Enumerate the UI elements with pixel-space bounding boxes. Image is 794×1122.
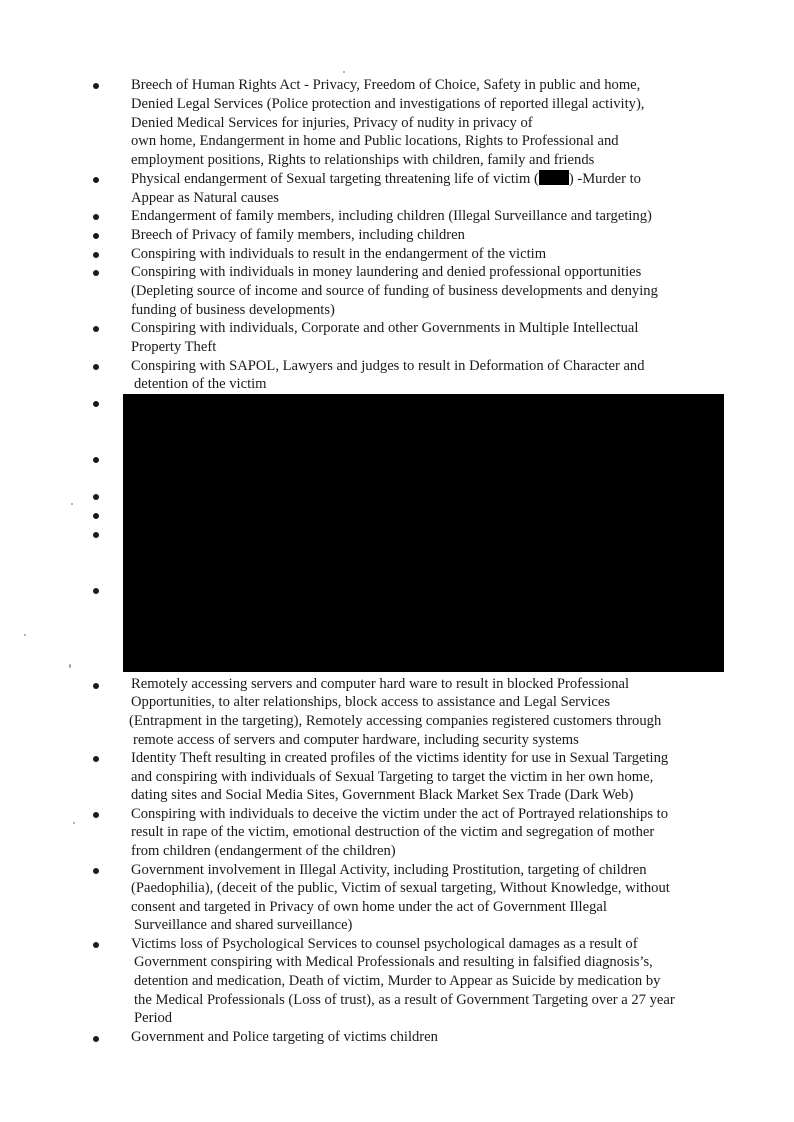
bullet [93,270,99,276]
text-line: (Depleting source of income and source of funding of business developments and denying [131,283,658,299]
text-line: own home, Endangerment in home and Public locations, Rights to Professional and [131,133,619,149]
bullet [93,401,99,407]
bullet [93,513,99,519]
redaction-box [539,170,569,185]
text-line: and conspiring with individuals of Sexual Targeting to target the victim in her own home, [131,769,654,785]
text-line: Denied Medical Services for injuries, Privacy of nudity in privacy of [131,115,533,131]
text-line: dating sites and Social Media Sites, Government Black Market Sex Trade (Dark Web) [131,787,634,803]
text-line: Property Theft [131,339,217,355]
bullet [93,532,99,538]
bullet [93,588,99,594]
scan-speck [24,634,26,636]
text-line: Conspiring with SAPOL, Lawyers and judges to result in Deformation of Character and [131,358,645,374]
text-line: Government conspiring with Medical Professionals and resulting in falsified diagnosis’s, [134,954,653,970]
bullet [93,326,99,332]
text-segment: Physical endangerment of Sexual targeting threatening life of victim ( [131,171,539,187]
bullet [93,252,99,258]
text-line: Period [134,1010,173,1026]
redaction-block [123,394,724,672]
scan-speck [71,503,73,505]
bullet [93,756,99,762]
text-line: Conspiring with individuals, Corporate and other Governments in Multiple Intellectual [131,320,639,336]
scan-speck [69,664,71,668]
text-line: (Entrapment in the targeting), Remotely accessing companies registered customers through [129,713,662,729]
text-line: Conspiring with individuals to result in the endangerment of the victim [131,246,547,262]
text-line: Surveillance and shared surveillance) [134,917,353,933]
bullet [93,868,99,874]
text-line: employment positions, Rights to relationships with children, family and friends [131,152,595,168]
bullet [93,942,99,948]
text-line: Conspiring with individuals to deceive the victim under the act of Portrayed relationships to [131,806,669,822]
bullet [93,494,99,500]
text-segment: ) -Murder to [568,171,641,187]
text-line: Appear as Natural causes [131,190,279,206]
scan-speck [73,822,75,824]
text-line: Denied Legal Services (Police protection and investigations of reported illegal activity), [131,96,645,112]
text-line: (Paedophilia), (deceit of the public, Victim of sexual targeting, Without Knowledge, without [131,880,670,896]
bullet [93,83,99,89]
text-line [131,170,641,189]
text-line: Conspiring with individuals in money laundering and denied professional opportunities [131,264,642,280]
text-line: the Medical Professionals (Loss of trust), as a result of Government Targeting over a 27 year [134,992,675,1008]
text-line: result in rape of the victim, emotional destruction of the victim and segregation of mother [131,824,655,840]
text-line: Government and Police targeting of victims children [131,1029,438,1045]
bullet [93,457,99,463]
bullet [93,1036,99,1042]
text-line: detention of the victim [134,376,267,392]
text-line: Endangerment of family members, including children (Illegal Surveillance and targeting) [131,208,652,224]
bullet [93,233,99,239]
text-line: Identity Theft resulting in created profiles of the victims identity for use in Sexual Targeting [131,750,669,766]
scan-speck [343,71,345,73]
bullet [93,683,99,689]
text-line: consent and targeted in Privacy of own home under the act of Government Illegal [131,899,607,915]
text-line: Remotely accessing servers and computer hard ware to result in blocked Professional [131,676,630,692]
bullet [93,214,99,220]
text-line: Government involvement in Illegal Activity, including Prostitution, targeting of children [131,862,647,878]
bullet [93,177,99,183]
bullet [93,812,99,818]
text-line: Breech of Privacy of family members, including children [131,227,465,243]
text-line: Breech of Human Rights Act - Privacy, Freedom of Choice, Safety in public and home, [131,77,641,93]
text-line: from children (endangerment of the children) [131,843,396,859]
text-line: funding of business developments) [131,302,335,318]
bullet [93,364,99,370]
text-line: Victims loss of Psychological Services to counsel psychological damages as a result of [131,936,638,952]
text-line: remote access of servers and computer hardware, including security systems [133,732,579,748]
text-line: detention and medication, Death of victim, Murder to Appear as Suicide by medication by [134,973,661,989]
text-line: Opportunities, to alter relationships, block access to assistance and Legal Services [131,694,611,710]
